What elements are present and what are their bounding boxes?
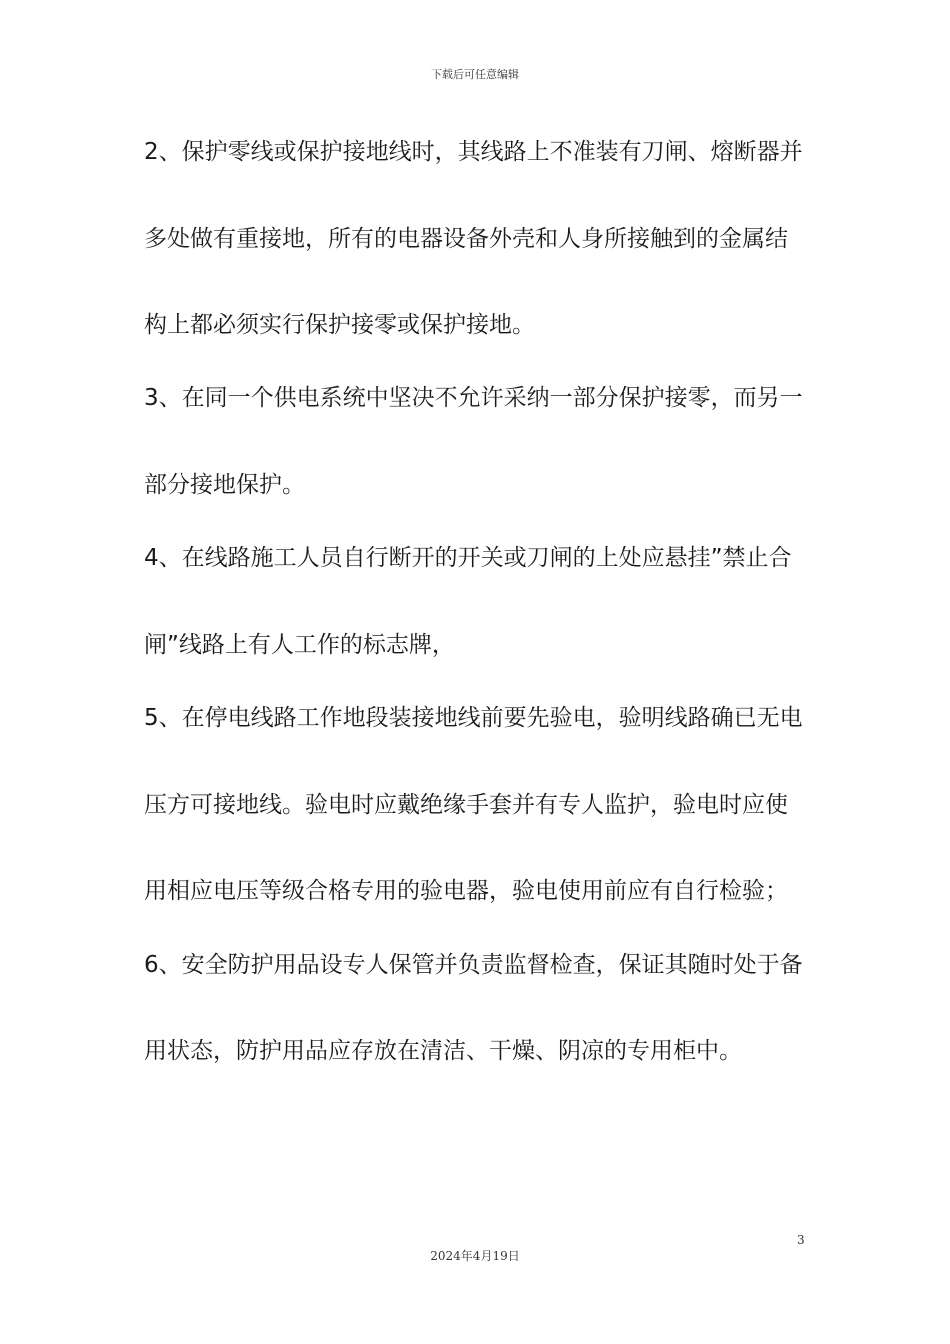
- body-text-line: 构上都必须实行保护接零或保护接地。: [144, 312, 535, 338]
- body-text-line: 6、安全防护用品设专人保管并负责监督检查，保证其随时处于备: [144, 952, 803, 978]
- footer-date: 2024年4月19日: [430, 1249, 520, 1263]
- body-text-line: 4、在线路施工人员自行断开的开关或刀闸的上处应悬挂”禁止合: [144, 545, 792, 571]
- page-header: 下载后可任意编辑: [431, 68, 519, 81]
- body-text-line: 部分接地保护。: [144, 472, 305, 498]
- page-number: 3: [797, 1233, 805, 1247]
- body-text-line: 用状态，防护用品应存放在清洁、干燥、阴凉的专用柜中。: [144, 1038, 742, 1064]
- body-text-line: 压方可接地线。验电时应戴绝缘手套并有专人监护，验电时应使: [144, 792, 788, 818]
- body-text-line: 3、在同一个供电系统中坚决不允许采纳一部分保护接零，而另一: [144, 385, 803, 411]
- body-text-line: 多处做有重接地，所有的电器设备外壳和人身所接触到的金属结: [144, 226, 788, 252]
- body-text-line: 5、在停电线路工作地段装接地线前要先验电，验明线路确已无电: [144, 705, 803, 731]
- body-text-line: 2、保护零线或保护接地线时，其线路上不准装有刀闸、熔断器并: [144, 139, 803, 165]
- body-text-line: 用相应电压等级合格专用的验电器，验电使用前应有自行检验；: [144, 878, 788, 904]
- body-text-line: 闸”线路上有人工作的标志牌，: [144, 632, 455, 658]
